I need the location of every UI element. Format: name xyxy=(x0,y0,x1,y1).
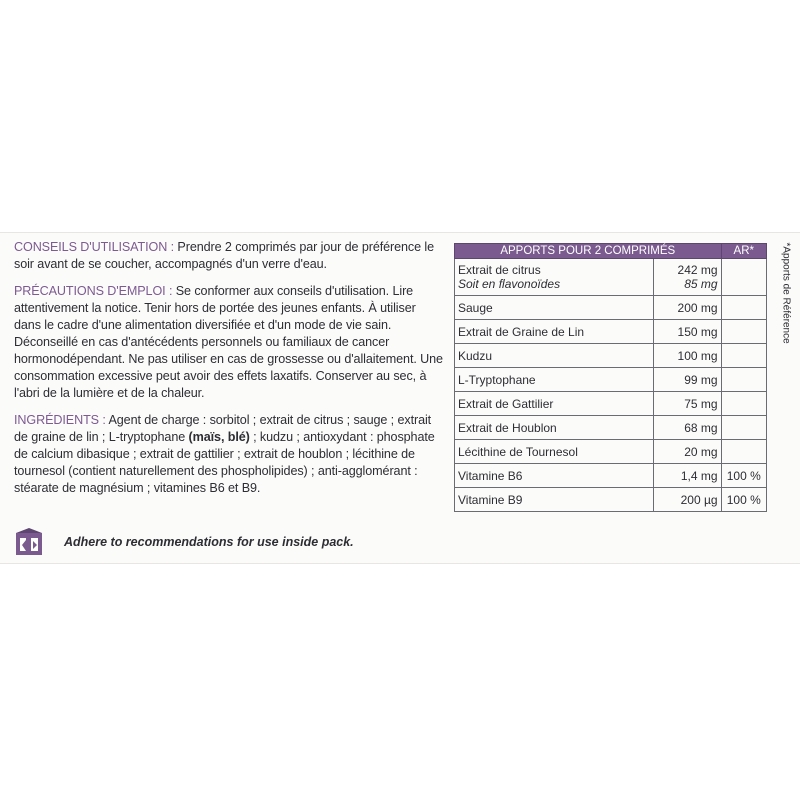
row-name: Vitamine B6 xyxy=(455,464,654,488)
row-name: Sauge xyxy=(455,296,654,320)
row-name: Extrait de Graine de Lin xyxy=(455,320,654,344)
row-ar xyxy=(721,440,766,464)
row-name: Extrait de citrus xyxy=(458,263,541,277)
reference-note-text: *Apports de Référence xyxy=(780,242,792,344)
row-ar xyxy=(721,344,766,368)
conseils-heading: CONSEILS D'UTILISATION : xyxy=(14,240,175,254)
row-subamount: 85 mg xyxy=(684,277,718,291)
row-name: Lécithine de Tournesol xyxy=(455,440,654,464)
table-header-row xyxy=(455,244,767,259)
row-ar xyxy=(721,296,766,320)
conseils-paragraph xyxy=(14,239,444,273)
precautions-heading: PRÉCAUTIONS D'EMPLOI : xyxy=(14,284,173,298)
table-row xyxy=(455,259,767,296)
precautions-paragraph xyxy=(14,283,444,402)
row-subname: Soit en flavonoïdes xyxy=(458,277,561,291)
row-ar xyxy=(721,392,766,416)
row-ar: 100 % xyxy=(721,488,766,512)
row-amount: 99 mg xyxy=(653,368,721,392)
precautions-text: Se conformer aux conseils d'utilisation. Lire attentivement la notice. Tenir hors de portée des jeunes enfants. À utiliser dans le cadre d'une alimentation diversifiée et d'un mode de vie sain. Déconseillé en cas d'antécédents personnels ou familiaux de cancer hormonodépendant. Ne pas utiliser en cas de grossesse ou d'allaitement. Une consommation excessive peut avoir des effets laxatifs. Conserver au sec, à l'abri de la lumière et de la chaleur. xyxy=(14,284,443,400)
table-row xyxy=(455,344,767,368)
ingredients-paragraph xyxy=(14,412,444,497)
ingredients-allergens: (maïs, blé) xyxy=(188,430,250,444)
row-ar xyxy=(721,416,766,440)
table-row xyxy=(455,440,767,464)
row-ar xyxy=(721,368,766,392)
header-apports: APPORTS POUR 2 COMPRIMÉS xyxy=(455,244,722,259)
row-ar: 100 % xyxy=(721,464,766,488)
row-amount: 200 µg xyxy=(653,488,721,512)
table-row xyxy=(455,320,767,344)
table-row xyxy=(455,368,767,392)
row-amount: 100 mg xyxy=(653,344,721,368)
row-amount: 1,4 mg xyxy=(653,464,721,488)
row-name: L-Tryptophane xyxy=(455,368,654,392)
adhere-note xyxy=(14,527,354,557)
nutrition-table xyxy=(454,243,767,512)
product-label xyxy=(0,232,800,564)
conseils-text: Prendre 2 comprimés par jour de préférence le soir avant de se coucher, accompagnés d'un verre d'eau. xyxy=(14,240,435,271)
nutrition-table-wrap xyxy=(454,243,767,512)
table-row xyxy=(455,392,767,416)
header-ar: AR* xyxy=(721,244,766,259)
row-amount: 20 mg xyxy=(653,440,721,464)
row-name: Kudzu xyxy=(455,344,654,368)
row-name: Extrait de Gattilier xyxy=(455,392,654,416)
row-amount: 200 mg xyxy=(653,296,721,320)
reference-note xyxy=(778,242,792,365)
row-ar xyxy=(721,320,766,344)
table-row xyxy=(455,488,767,512)
row-ar xyxy=(721,259,766,296)
ingredients-heading: INGRÉDIENTS : xyxy=(14,413,106,427)
adhere-text: Adhere to recommendations for use inside pack. xyxy=(64,535,354,549)
recycle-pack-icon xyxy=(14,527,44,557)
table-row xyxy=(455,464,767,488)
ingredients-text-a: Agent de charge : sorbitol ; extrait de citrus ; sauge ; extrait de graine de lin ; L-tryptophane xyxy=(14,413,432,444)
row-name: Vitamine B9 xyxy=(455,488,654,512)
row-amount: 150 mg xyxy=(653,320,721,344)
row-name: Extrait de Houblon xyxy=(455,416,654,440)
instructions-column xyxy=(14,239,444,507)
row-amount: 242 mg xyxy=(677,263,718,277)
ingredients-text-b: ; kudzu ; antioxydant : phosphate de calcium dibasique ; extrait de gattilier ; extrait de houblon ; lécithine de tournesol (contient naturellement des phospholipides) ; anti-agglomérant : stéarate de magnésium ; vitamines B6 et B9. xyxy=(14,430,435,495)
row-amount: 68 mg xyxy=(653,416,721,440)
row-amount: 75 mg xyxy=(653,392,721,416)
table-row xyxy=(455,296,767,320)
table-row xyxy=(455,416,767,440)
